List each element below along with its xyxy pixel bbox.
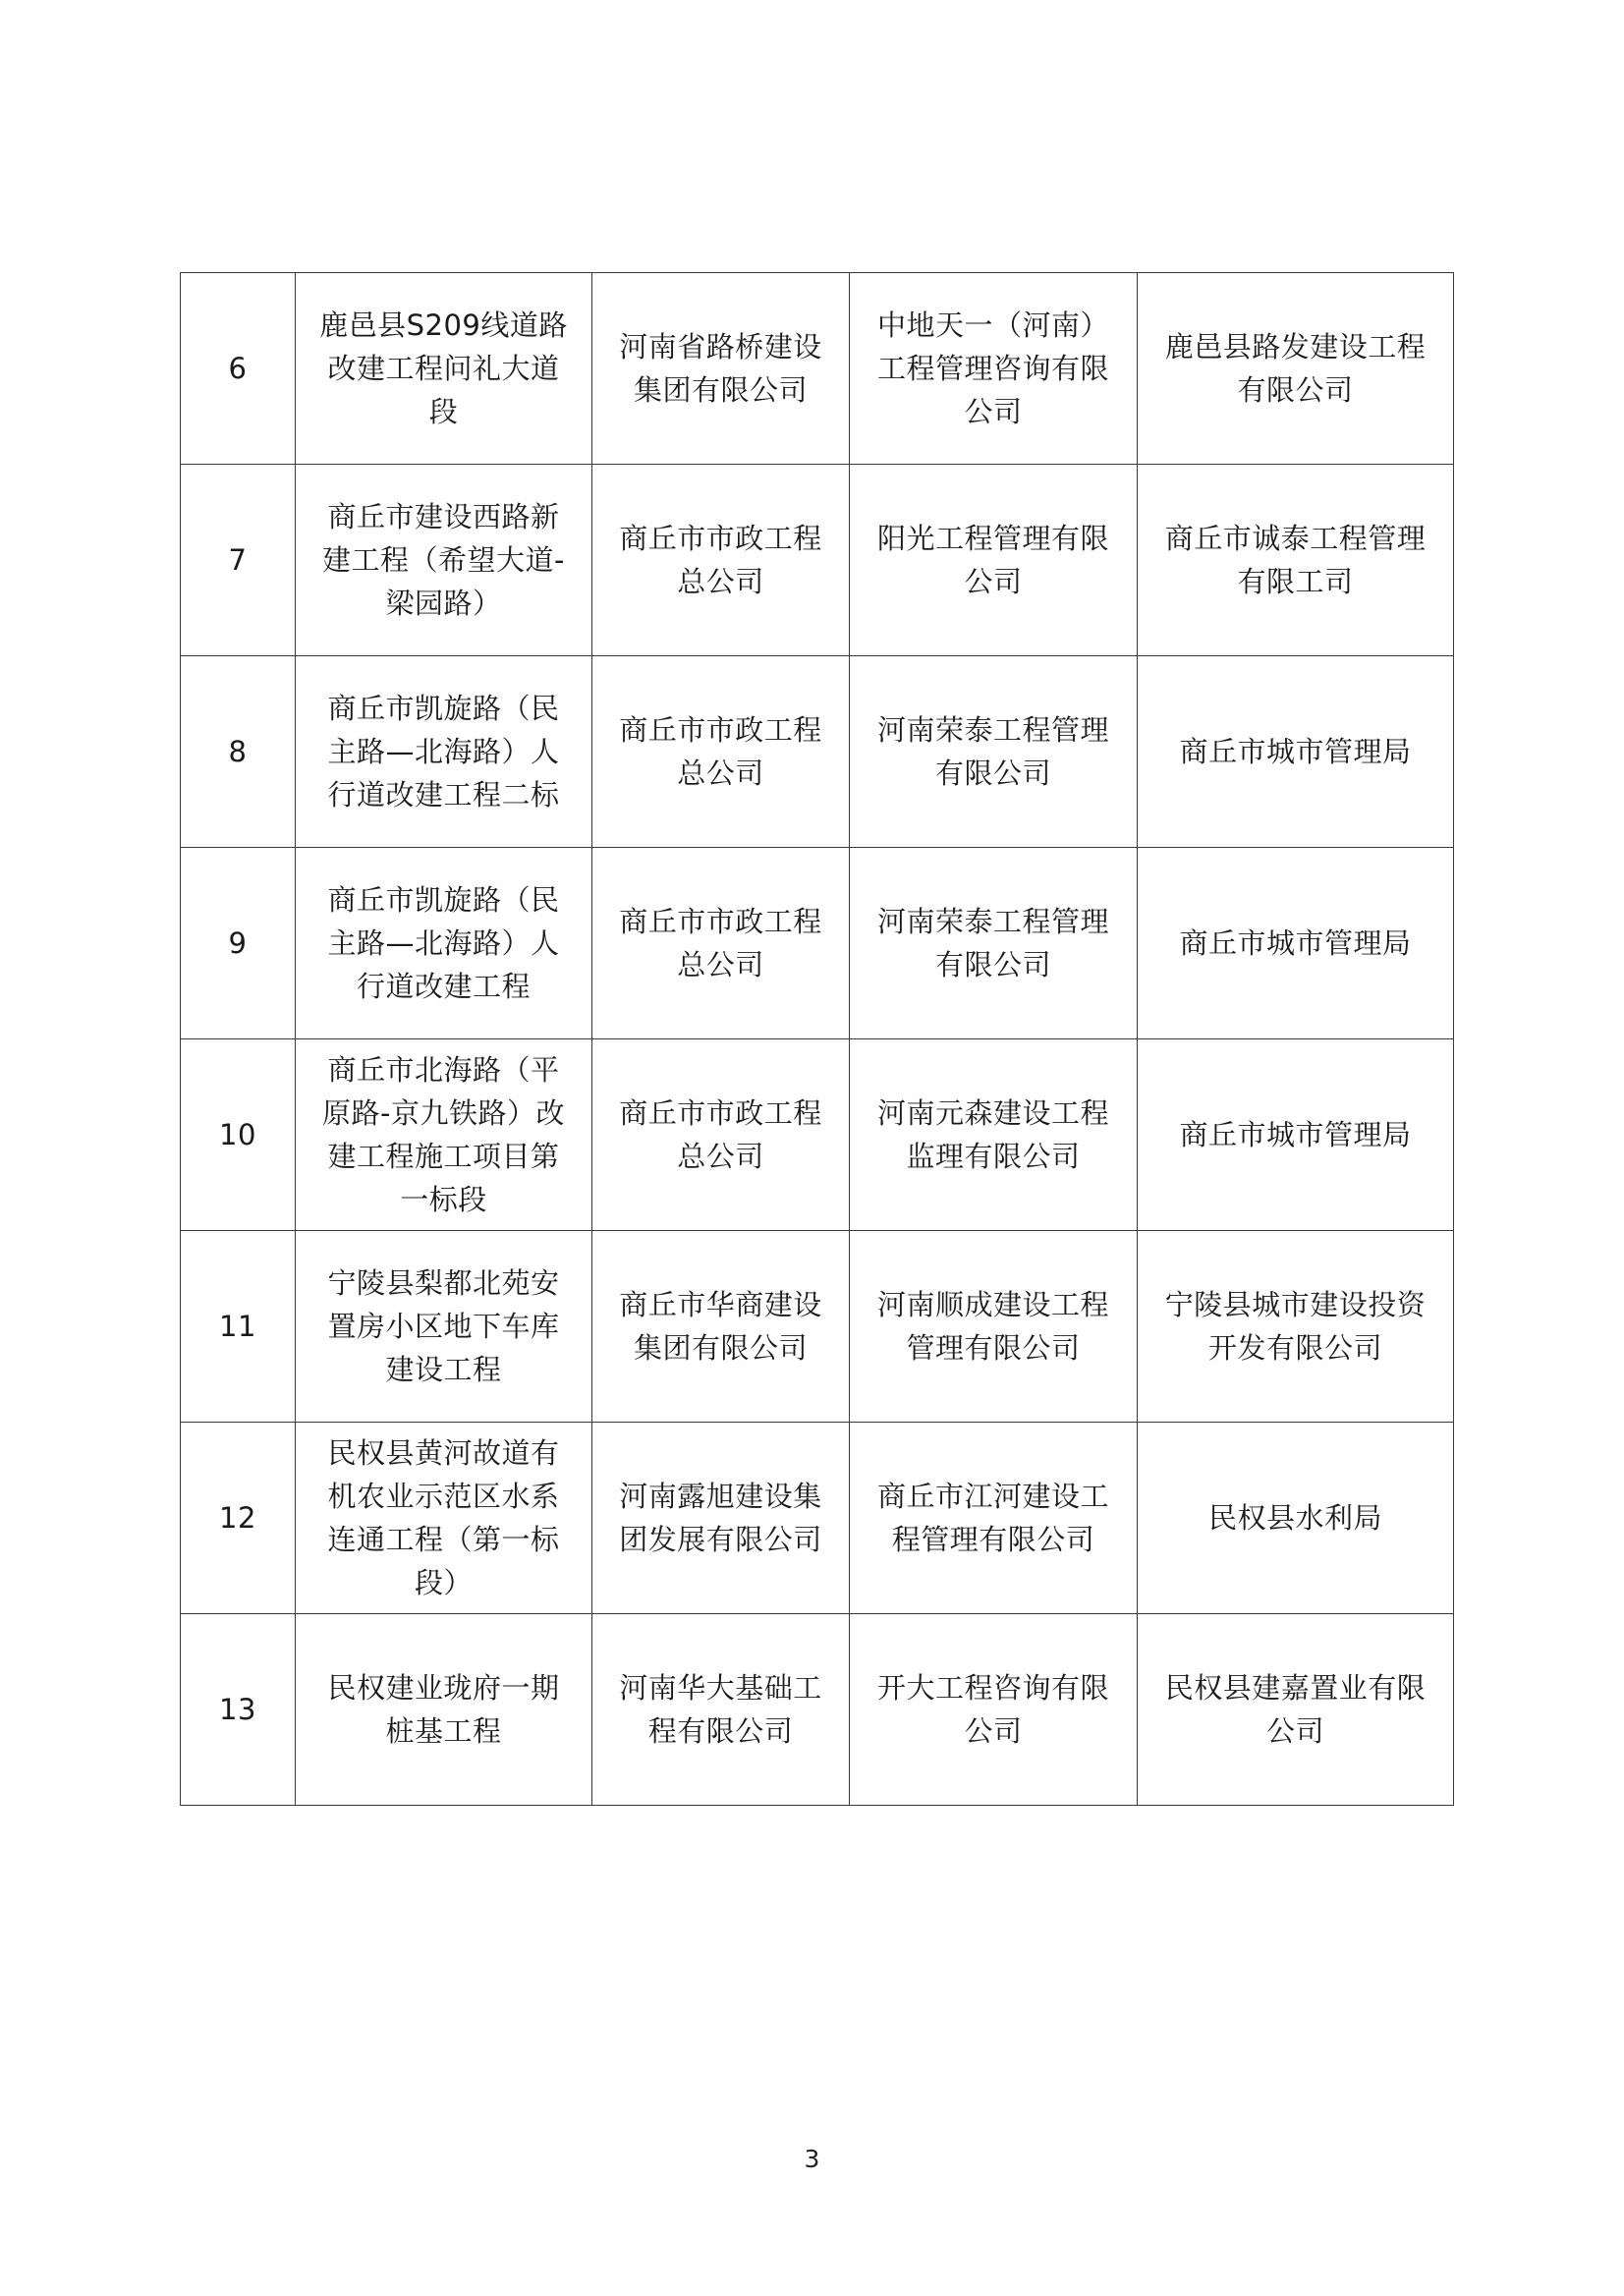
owner-name: 民权县建嘉置业有限公司 xyxy=(1138,1614,1454,1806)
project-name: 商丘市北海路（平原路-京九铁路）改建工程施工项目第一标段 xyxy=(296,1039,592,1231)
contractor-name: 河南露旭建设集团发展有限公司 xyxy=(592,1423,850,1614)
table-row xyxy=(181,656,1454,848)
supervisor-name: 河南元森建设工程监理有限公司 xyxy=(850,1039,1138,1231)
row-number: 7 xyxy=(181,465,296,656)
supervisor-name: 河南荣泰工程管理有限公司 xyxy=(850,848,1138,1039)
contractor-name: 河南省路桥建设集团有限公司 xyxy=(592,273,850,465)
contractor-name: 商丘市市政工程总公司 xyxy=(592,656,850,848)
table-row xyxy=(181,273,1454,465)
owner-name: 宁陵县城市建设投资开发有限公司 xyxy=(1138,1231,1454,1423)
row-number: 9 xyxy=(181,848,296,1039)
table-row xyxy=(181,1039,1454,1231)
supervisor-name: 中地天一（河南）工程管理咨询有限公司 xyxy=(850,273,1138,465)
row-number: 8 xyxy=(181,656,296,848)
contractor-name: 商丘市市政工程总公司 xyxy=(592,465,850,656)
owner-name: 商丘市诚泰工程管理有限工司 xyxy=(1138,465,1454,656)
table-row xyxy=(181,465,1454,656)
table-row xyxy=(181,1423,1454,1614)
supervisor-name: 商丘市江河建设工程管理有限公司 xyxy=(850,1423,1138,1614)
row-number: 13 xyxy=(181,1614,296,1806)
owner-name: 鹿邑县路发建设工程有限公司 xyxy=(1138,273,1454,465)
table-row xyxy=(181,848,1454,1039)
contractor-name: 商丘市市政工程总公司 xyxy=(592,1039,850,1231)
project-name: 宁陵县梨都北苑安置房小区地下车库建设工程 xyxy=(296,1231,592,1423)
table-row xyxy=(181,1614,1454,1806)
project-name: 商丘市凯旋路（民主路—北海路）人行道改建工程二标 xyxy=(296,656,592,848)
project-name: 民权县黄河故道有机农业示范区水系连通工程（第一标段） xyxy=(296,1423,592,1614)
project-table xyxy=(180,272,1454,1806)
supervisor-name: 河南顺成建设工程管理有限公司 xyxy=(850,1231,1138,1423)
contractor-name: 商丘市华商建设集团有限公司 xyxy=(592,1231,850,1423)
supervisor-name: 河南荣泰工程管理有限公司 xyxy=(850,656,1138,848)
contractor-name: 商丘市市政工程总公司 xyxy=(592,848,850,1039)
page-number: 3 xyxy=(804,2145,820,2173)
project-name: 商丘市建设西路新建工程（希望大道-梁园路） xyxy=(296,465,592,656)
contractor-name: 河南华大基础工程有限公司 xyxy=(592,1614,850,1806)
owner-name: 民权县水利局 xyxy=(1138,1423,1454,1614)
row-number: 12 xyxy=(181,1423,296,1614)
owner-name: 商丘市城市管理局 xyxy=(1138,1039,1454,1231)
table-row xyxy=(181,1231,1454,1423)
supervisor-name: 开大工程咨询有限公司 xyxy=(850,1614,1138,1806)
project-name: 鹿邑县S209线道路改建工程问礼大道段 xyxy=(296,273,592,465)
row-number: 11 xyxy=(181,1231,296,1423)
project-name: 商丘市凯旋路（民主路—北海路）人行道改建工程 xyxy=(296,848,592,1039)
owner-name: 商丘市城市管理局 xyxy=(1138,656,1454,848)
row-number: 6 xyxy=(181,273,296,465)
owner-name: 商丘市城市管理局 xyxy=(1138,848,1454,1039)
project-name: 民权建业珑府一期桩基工程 xyxy=(296,1614,592,1806)
row-number: 10 xyxy=(181,1039,296,1231)
supervisor-name: 阳光工程管理有限公司 xyxy=(850,465,1138,656)
